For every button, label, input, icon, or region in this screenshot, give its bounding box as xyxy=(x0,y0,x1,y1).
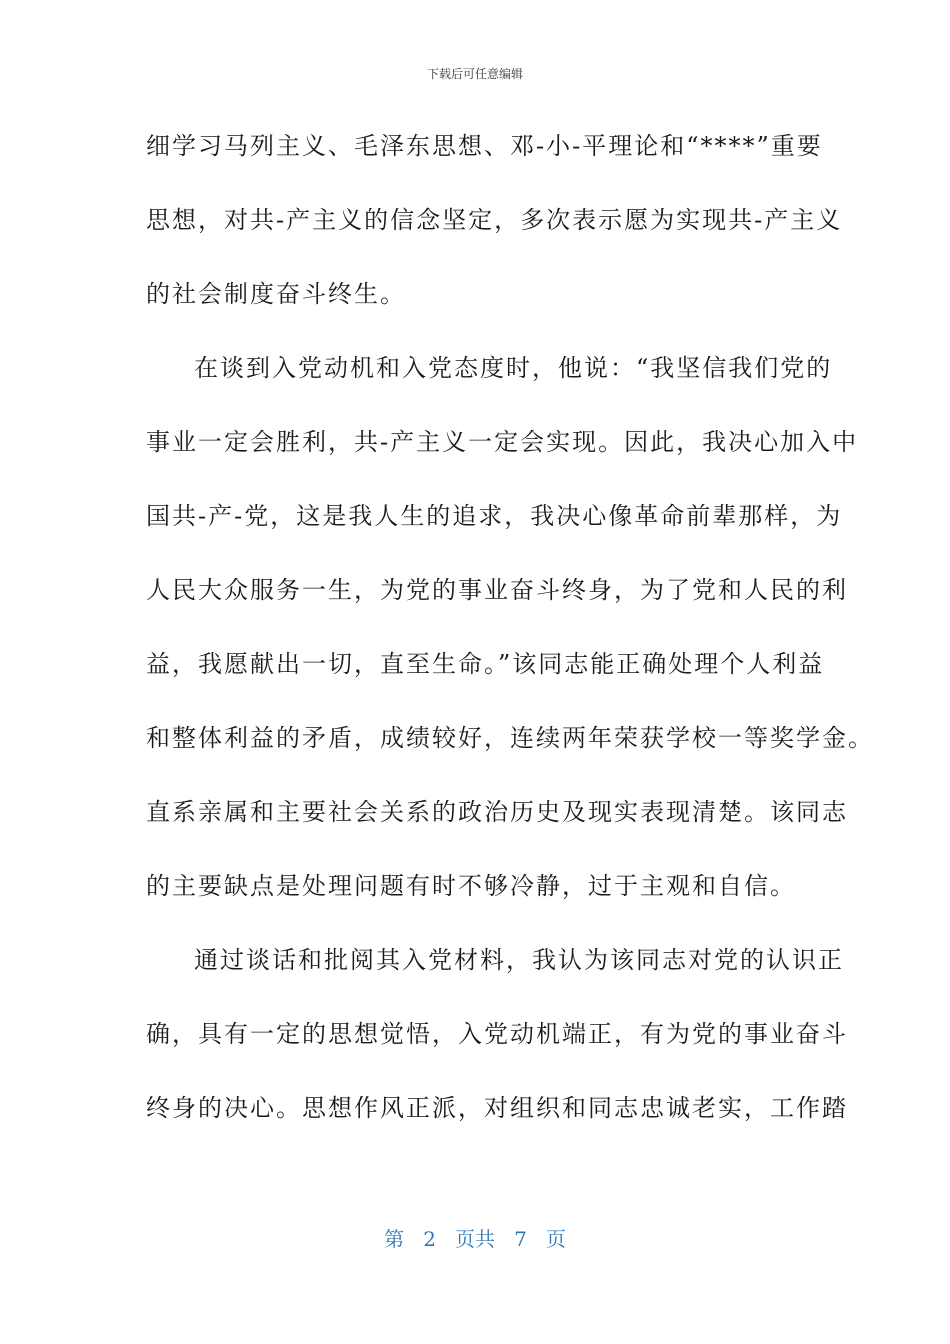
page-number-footer xyxy=(0,1226,950,1252)
body-line-10: 直系亲属和主要社会关系的政治历史及现实表现清楚。该同志 xyxy=(146,798,848,826)
body-line-11: 的主要缺点是处理问题有时不够冷静，过于主观和自信。 xyxy=(146,872,796,900)
footer-current-page: 2 xyxy=(423,1227,436,1251)
body-line-1: 细学习马列主义、毛泽东思想、邓-小-平理论和“****”重要 xyxy=(146,132,823,160)
body-line-6: 国共-产-党，这是我人生的追求，我决心像革命前辈那样，为 xyxy=(146,502,843,530)
footer-total-pages: 7 xyxy=(514,1227,527,1251)
body-line-5: 事业一定会胜利，共-产主义一定会实现。因此，我决心加入中 xyxy=(146,428,859,456)
body-line-13: 确，具有一定的思想觉悟，入党动机端正，有为党的事业奋斗 xyxy=(146,1020,848,1048)
body-line-14: 终身的决心。思想作风正派，对组织和同志忠诚老实，工作踏 xyxy=(146,1094,848,1122)
body-line-3: 的社会制度奋斗终生。 xyxy=(146,280,406,308)
body-line-2: 思想，对共-产主义的信念坚定，多次表示愿为实现共-产主义 xyxy=(146,206,843,234)
body-line-9: 和整体利益的矛盾，成绩较好，连续两年荣获学校一等奖学金。 xyxy=(146,724,874,752)
footer-suffix: 页 xyxy=(545,1227,566,1251)
body-line-8: 益，我愿献出一切，直至生命。”该同志能正确处理个人利益 xyxy=(146,650,825,678)
page-header-note: 下载后可任意编辑 xyxy=(426,67,523,81)
body-line-7: 人民大众服务一生，为党的事业奋斗终身，为了党和人民的利 xyxy=(146,576,848,604)
footer-prefix: 第 xyxy=(384,1227,405,1251)
body-line-4: 在谈到入党动机和入党态度时，他说：“我坚信我们党的 xyxy=(194,354,833,382)
footer-middle: 页共 xyxy=(455,1227,495,1251)
body-line-12: 通过谈话和批阅其入党材料，我认为该同志对党的认识正 xyxy=(194,946,844,974)
